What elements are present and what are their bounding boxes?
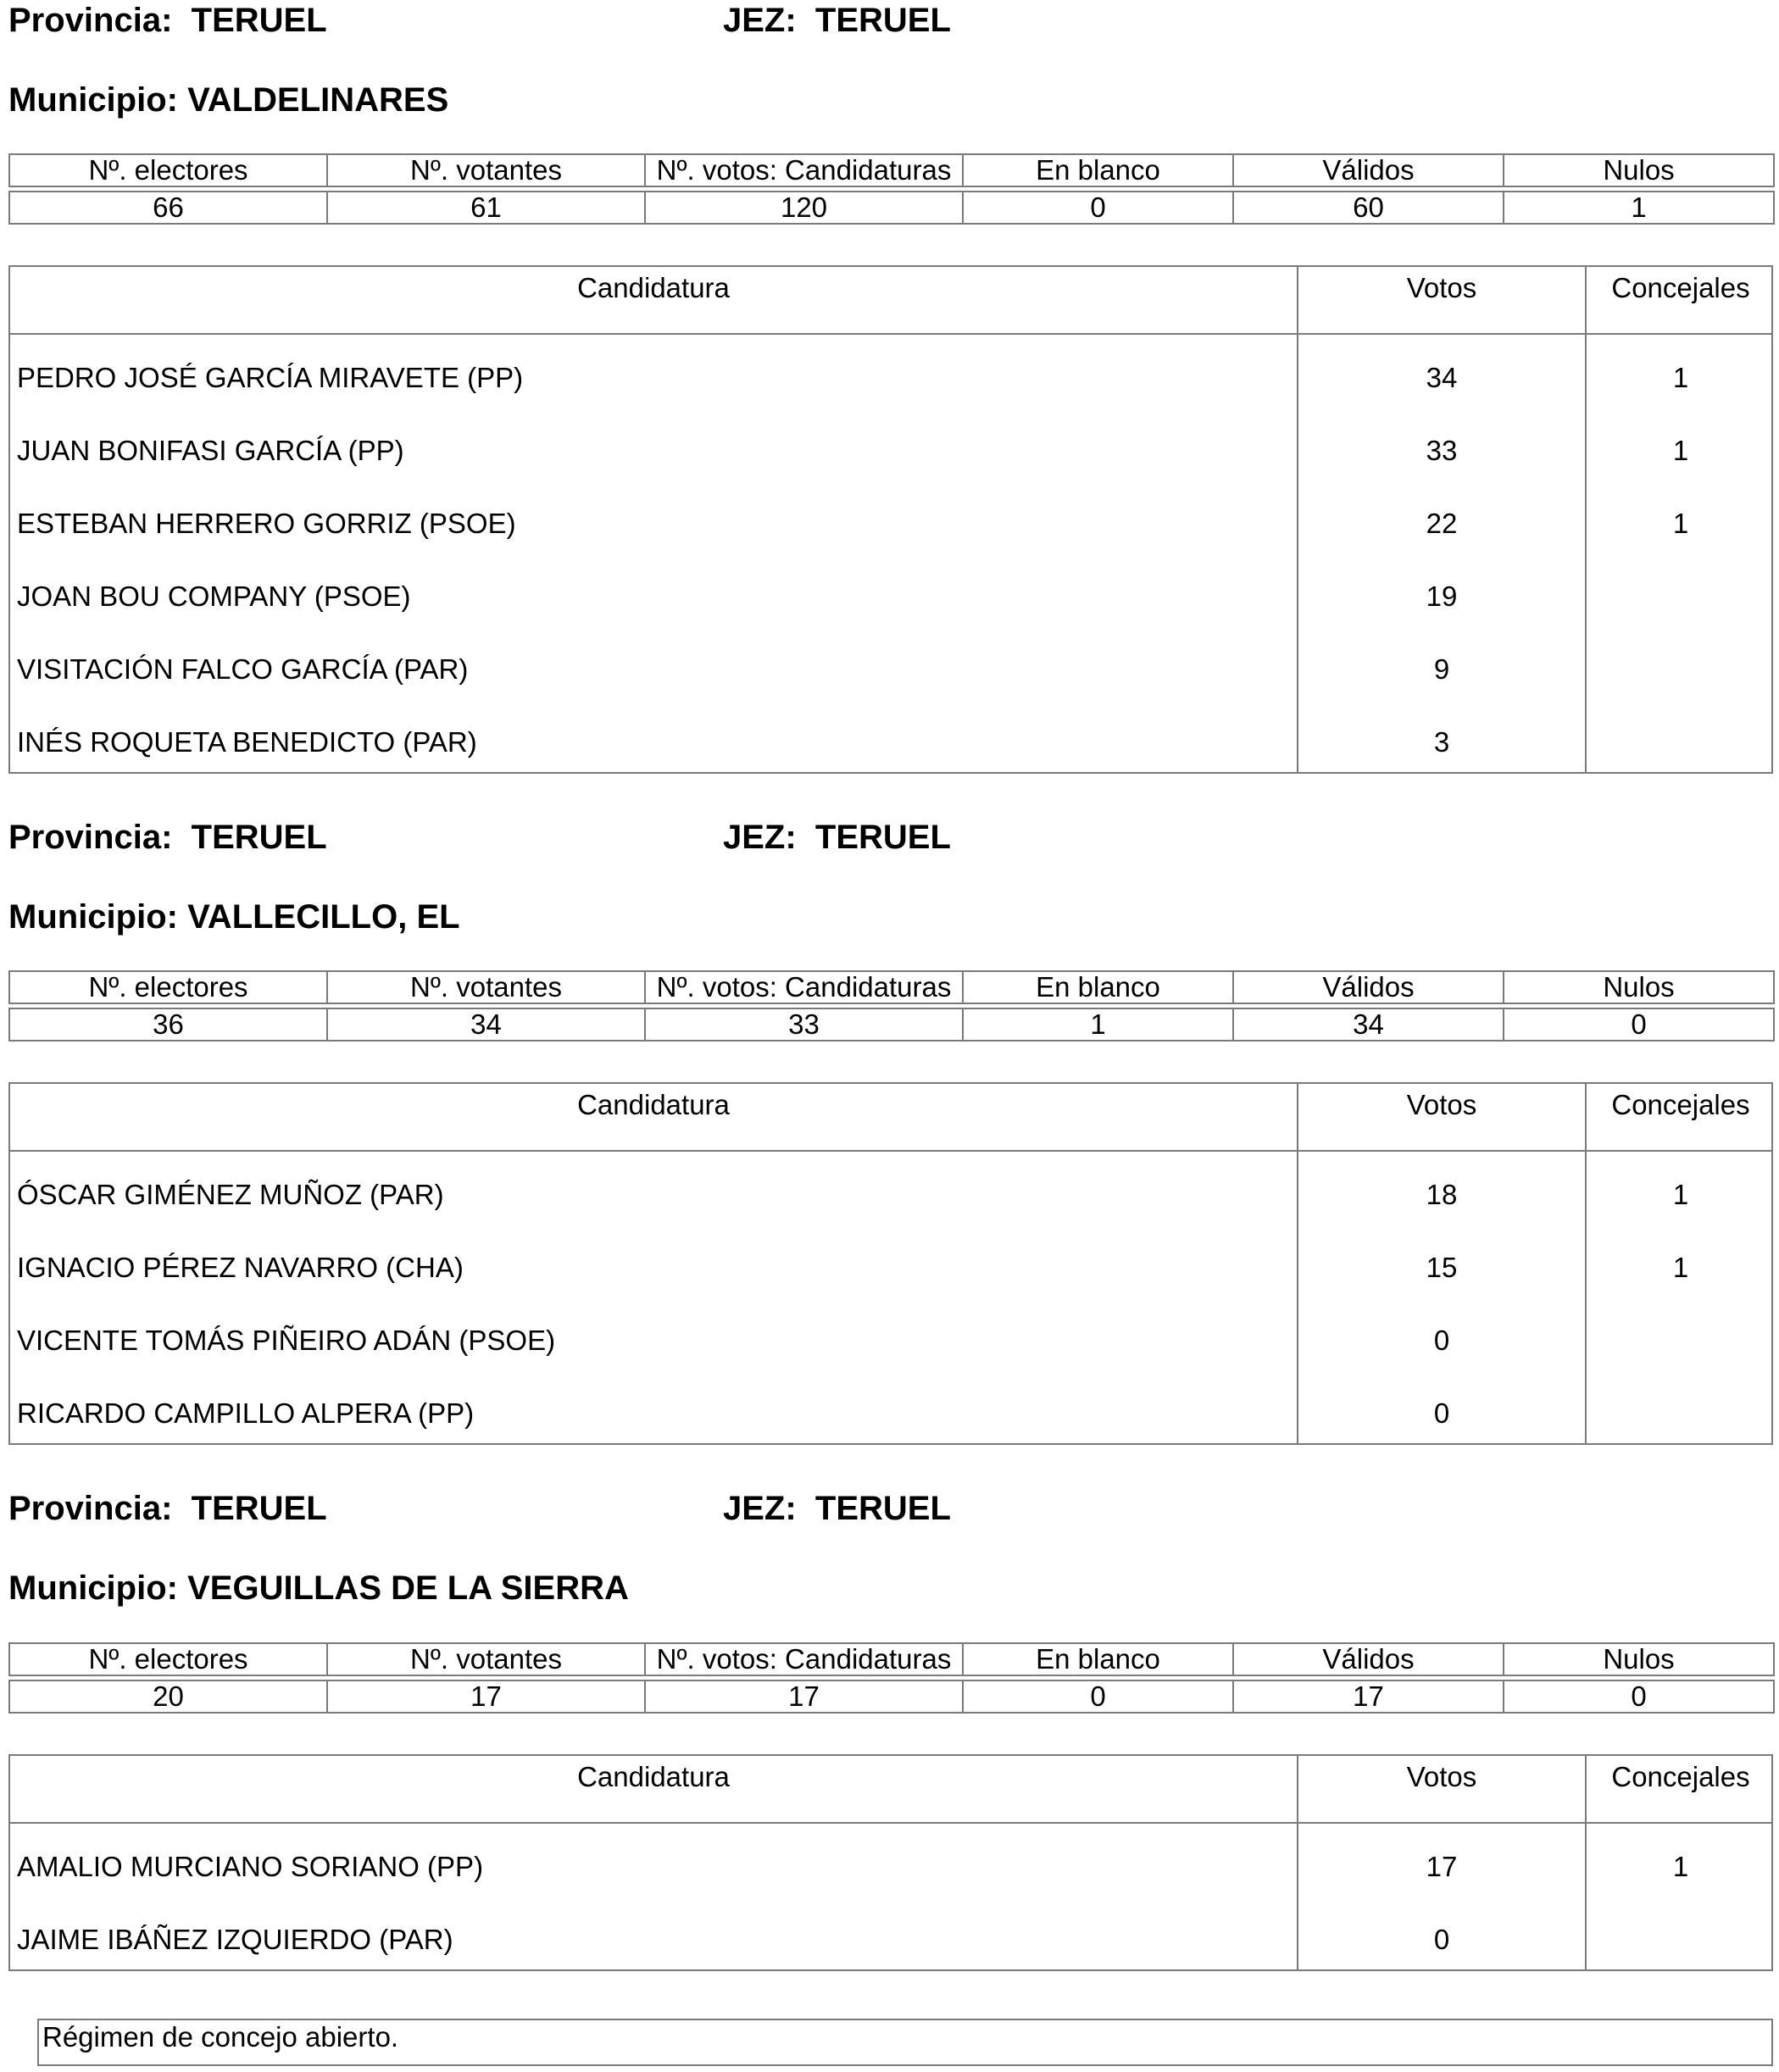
en-blanco-value: 1 — [963, 1008, 1233, 1041]
en-blanco-header: En blanco — [963, 1643, 1233, 1675]
stats-value-row — [9, 1680, 1774, 1713]
candidate-name: JUAN BONIFASI GARCÍA (PP) — [17, 435, 404, 466]
votos-candidaturas-header: Nº. votos: Candidaturas — [645, 1643, 963, 1675]
candidate-row — [10, 1297, 1771, 1370]
candidate-votes: 0 — [1297, 1370, 1585, 1443]
candidate-row — [10, 1824, 1771, 1897]
provincia-line: Provincia: TERUEL JEZ: TERUEL — [8, 1490, 951, 1527]
votos-candidaturas-value: 120 — [645, 192, 963, 224]
candidate-name: JOAN BOU COMPANY (PSOE) — [17, 580, 411, 612]
votos-candidaturas-header: Nº. votos: Candidaturas — [645, 154, 963, 186]
en-blanco-header: En blanco — [963, 971, 1233, 1003]
candidates-table — [8, 1082, 1773, 1445]
provincia-line: Provincia: TERUEL JEZ: TERUEL — [8, 819, 951, 856]
candidatura-header: Candidatura — [577, 1761, 730, 1792]
en-blanco-value: 0 — [963, 192, 1233, 224]
validos-header: Válidos — [1233, 1643, 1504, 1675]
candidate-name: ESTEBAN HERRERO GORRIZ (PSOE) — [17, 508, 516, 539]
candidate-name: VISITACIÓN FALCO GARCÍA (PAR) — [17, 653, 469, 685]
candidate-concejales — [1585, 1370, 1775, 1443]
votos-candidaturas-value: 17 — [645, 1680, 963, 1713]
stats-table — [8, 1642, 1775, 1714]
nulos-value: 0 — [1504, 1680, 1774, 1713]
electores-value: 20 — [9, 1680, 327, 1713]
candidate-row — [10, 1225, 1771, 1297]
stats-table — [8, 153, 1775, 225]
candidate-concejales — [1585, 1297, 1775, 1370]
candidate-concejales: 1 — [1585, 335, 1775, 408]
candidate-name: IGNACIO PÉREZ NAVARRO (CHA) — [17, 1252, 464, 1283]
candidate-row — [10, 481, 1771, 553]
validos-header: Válidos — [1233, 154, 1504, 186]
candidate-name: INÉS ROQUETA BENEDICTO (PAR) — [17, 726, 477, 758]
votantes-header: Nº. votantes — [327, 971, 645, 1003]
stats-table — [8, 970, 1775, 1042]
votantes-value: 61 — [327, 192, 645, 224]
candidate-name: ÓSCAR GIMÉNEZ MUÑOZ (PAR) — [17, 1179, 444, 1210]
candidate-name: JAIME IBÁÑEZ IZQUIERDO (PAR) — [17, 1924, 453, 1955]
candidate-votes: 15 — [1297, 1225, 1585, 1297]
municipio-title: Municipio: VALLECILLO, EL — [8, 898, 460, 936]
candidate-votes: 3 — [1297, 699, 1585, 772]
stats-header-row — [9, 154, 1774, 186]
candidate-row — [10, 1152, 1771, 1225]
candidate-concejales: 1 — [1585, 1824, 1775, 1897]
candidate-name: VICENTE TOMÁS PIÑEIRO ADÁN (PSOE) — [17, 1325, 556, 1356]
candidate-votes: 9 — [1297, 626, 1585, 699]
candidate-concejales: 1 — [1585, 1225, 1775, 1297]
candidate-row — [10, 408, 1771, 481]
candidate-concejales: 1 — [1585, 408, 1775, 481]
candidate-name: PEDRO JOSÉ GARCÍA MIRAVETE (PP) — [17, 362, 524, 393]
votos-candidaturas-header: Nº. votos: Candidaturas — [645, 971, 963, 1003]
stats-header-row — [9, 1643, 1774, 1675]
candidate-row — [10, 626, 1771, 699]
candidate-name: RICARDO CAMPILLO ALPERA (PP) — [17, 1397, 475, 1429]
candidates-header — [10, 267, 1771, 335]
candidates-table — [8, 1754, 1773, 1971]
candidate-concejales: 1 — [1585, 1152, 1775, 1225]
nulos-value: 0 — [1504, 1008, 1774, 1041]
candidate-concejales — [1585, 1897, 1775, 1969]
en-blanco-value: 0 — [963, 1680, 1233, 1713]
votantes-header: Nº. votantes — [327, 1643, 645, 1675]
candidates-header — [10, 1084, 1771, 1152]
candidate-row — [10, 699, 1771, 772]
concejales-header: Concejales — [1585, 1084, 1775, 1152]
candidate-votes: 34 — [1297, 335, 1585, 408]
candidatura-header: Candidatura — [577, 272, 730, 303]
candidate-row — [10, 1370, 1771, 1443]
electores-value: 66 — [9, 192, 327, 224]
votantes-value: 17 — [327, 1680, 645, 1713]
candidate-votes: 0 — [1297, 1297, 1585, 1370]
nulos-header: Nulos — [1504, 154, 1774, 186]
candidate-row — [10, 335, 1771, 408]
candidates-header — [10, 1756, 1771, 1824]
candidatura-header: Candidatura — [577, 1089, 730, 1120]
regimen-note: Régimen de concejo abierto. — [37, 2019, 1773, 2066]
candidate-row — [10, 553, 1771, 626]
candidate-votes: 18 — [1297, 1152, 1585, 1225]
candidate-votes: 19 — [1297, 553, 1585, 626]
votos-candidaturas-value: 33 — [645, 1008, 963, 1041]
en-blanco-header: En blanco — [963, 154, 1233, 186]
candidate-concejales — [1585, 699, 1775, 772]
votos-header: Votos — [1297, 1084, 1585, 1152]
electores-header: Nº. electores — [9, 971, 327, 1003]
stats-header-row — [9, 971, 1774, 1003]
candidate-votes: 17 — [1297, 1824, 1585, 1897]
candidate-name: AMALIO MURCIANO SORIANO (PP) — [17, 1851, 484, 1882]
stats-value-row — [9, 192, 1774, 224]
candidate-votes: 33 — [1297, 408, 1585, 481]
nulos-value: 1 — [1504, 192, 1774, 224]
validos-value: 60 — [1233, 192, 1504, 224]
validos-value: 17 — [1233, 1680, 1504, 1713]
municipio-title: Municipio: VALDELINARES — [8, 81, 449, 119]
nulos-header: Nulos — [1504, 1643, 1774, 1675]
candidate-concejales — [1585, 553, 1775, 626]
candidate-votes: 0 — [1297, 1897, 1585, 1969]
municipio-title: Municipio: VEGUILLAS DE LA SIERRA — [8, 1569, 629, 1607]
concejales-header: Concejales — [1585, 1756, 1775, 1824]
votos-header: Votos — [1297, 1756, 1585, 1824]
validos-header: Válidos — [1233, 971, 1504, 1003]
candidate-concejales: 1 — [1585, 481, 1775, 553]
candidate-concejales — [1585, 626, 1775, 699]
provincia-line: Provincia: TERUEL JEZ: TERUEL — [8, 2, 951, 39]
candidate-votes: 22 — [1297, 481, 1585, 553]
stats-value-row — [9, 1008, 1774, 1041]
electores-header: Nº. electores — [9, 154, 327, 186]
concejales-header: Concejales — [1585, 267, 1775, 335]
votos-header: Votos — [1297, 267, 1585, 335]
electores-value: 36 — [9, 1008, 327, 1041]
electores-header: Nº. electores — [9, 1643, 327, 1675]
votantes-header: Nº. votantes — [327, 154, 645, 186]
candidate-row — [10, 1897, 1771, 1969]
votantes-value: 34 — [327, 1008, 645, 1041]
validos-value: 34 — [1233, 1008, 1504, 1041]
candidates-table — [8, 265, 1773, 774]
nulos-header: Nulos — [1504, 971, 1774, 1003]
